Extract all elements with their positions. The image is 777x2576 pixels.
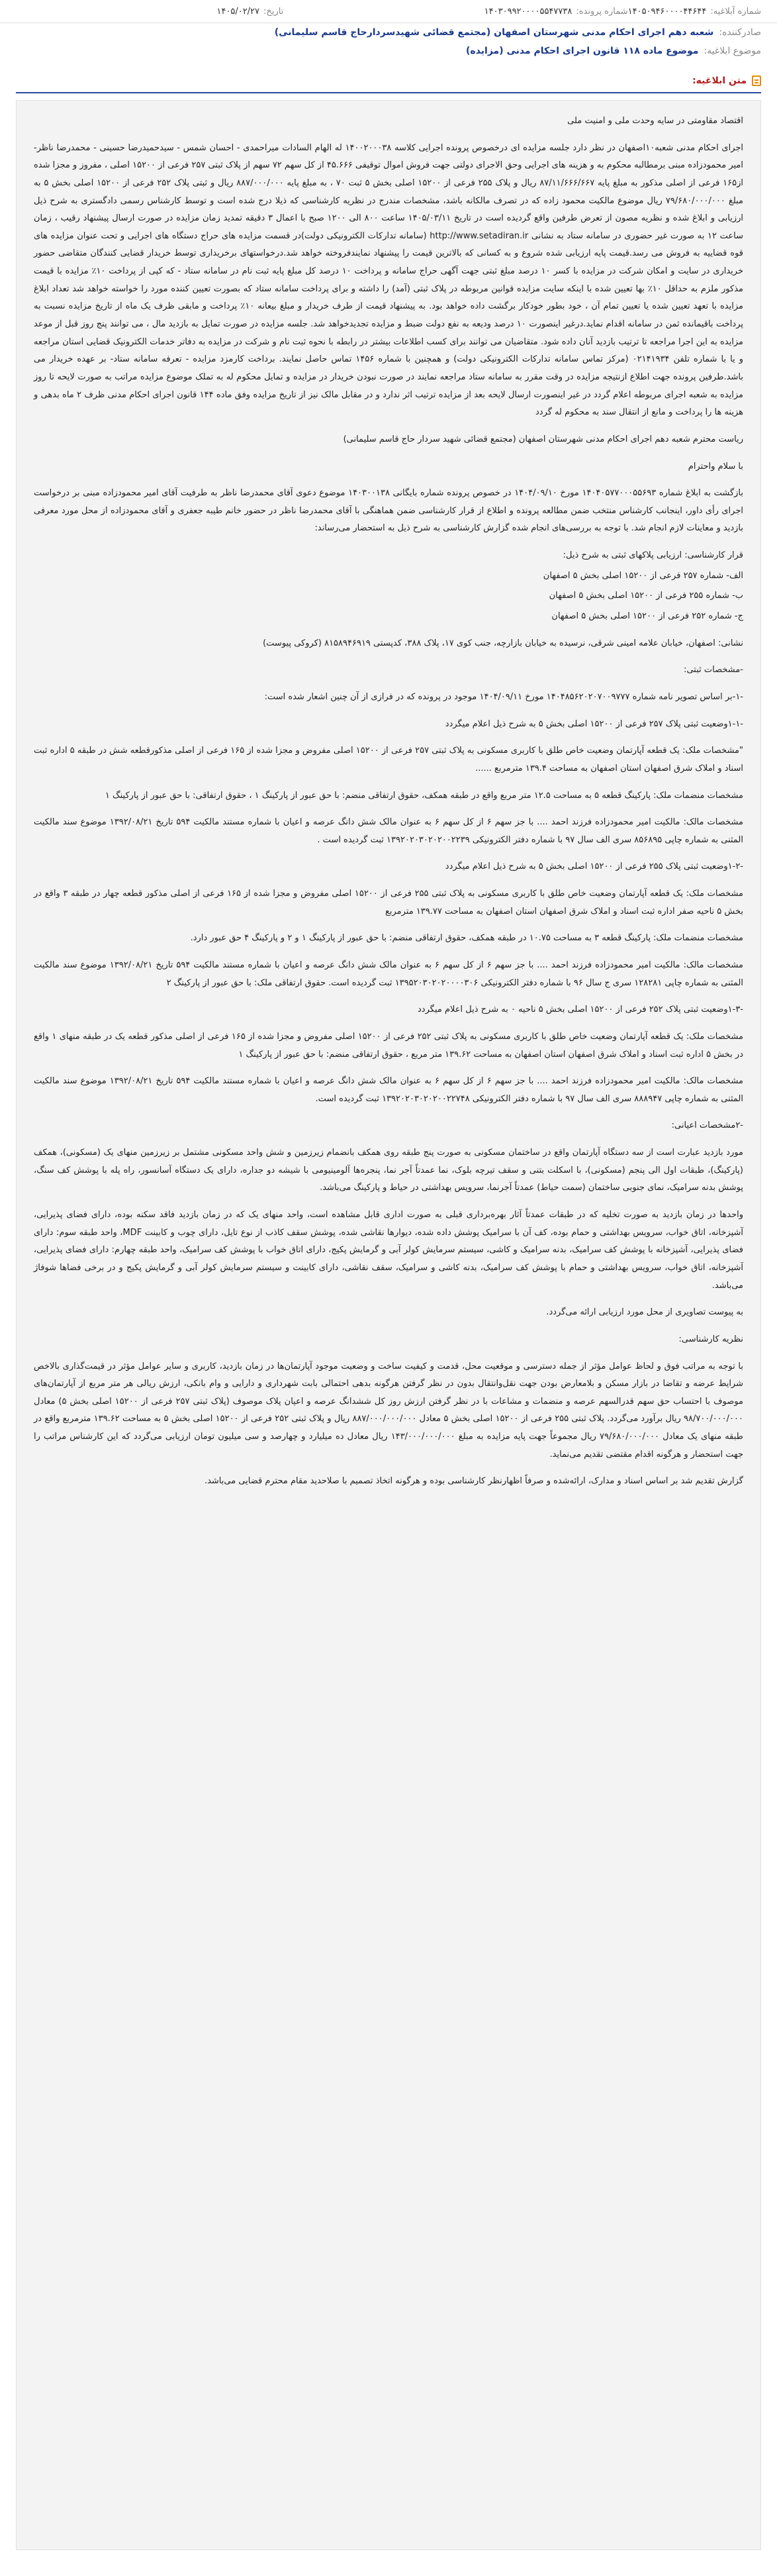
body-paragraph: نظریه کارشناسی: xyxy=(678,1334,743,1344)
body-paragraph: -۱-۱وضعیت ثبتی پلاک ۲۵۷ فرعی از ۱۵۲۰۰ اصلی بخش ۵ به شرح ذیل اعلام میگردد xyxy=(445,718,743,729)
body-paragraph: -مشخصات ثبتی: xyxy=(684,665,743,675)
body-paragraph: واحدها در زمان بازدید به صورت تخلیه که در طبقات عمدتاً آثار بهره‌برداری قبلی به صورت اداری قابل مشاهده است، واحد منهای یک که در زمان بازدید فاقد سکنه بوده، دارای فضای پذیرایی، آشپزخانه، اتاق خواب، سرویس بهداشتی و حمام بوده، کف آن با سرامیک پوشش داده شده، دیوارها نقاشی شده، پوشش سقف کاذب از نوع تایل، دارای چوب و کابینت MDF، واحد طبقه سوم: دارای فضای پذیرایی، آشپزخانه با پوشش کف سرامیک، بدنه سرامیک و کاشی، سیستم سرمایش کولر آبی و گرمایش پکیج، دارای اتاق خواب با پوشش کف سرامیک، واحد طبقه چهارم: دارای فضای پذیرایی، آشپزخانه، اتاق خواب، سرویس بهداشتی و حمام با پوشش کف سرامیک، بدنه کاشی و سرامیک، سقف نقاشی، دارای کابینت و سیستم سرمایش کولر آبی و گرمایش پکیج و در برخی فضاها شوفاژ می‌باشد. xyxy=(34,1210,744,1291)
body-paragraph: ریاست محترم شعبه دهم اجرای احکام مدنی شهرستان اصفهان (مجتمع قضائی شهید سردار حاج قاسم سلیمانی) xyxy=(343,434,743,444)
body-paragraph: مشخصات ملک: یک قطعه آپارتمان وضعیت خاص طلق با کاربری مسکونی به پلاک ثبتی ۲۵۲ فرعی از ۱۵۲۰۰ اصلی مفروض و مجزا شده از ۱۶۵ فرعی از اصلی مذکور قطعه یک در طبقه منهای ۱ واقع در بخش ۵ اداره ثبت اسناد و املاک شرق اصفهان استان اصفهان به مساحت ۱۳۹.۶۲ متر مربع ، حقوق ارتفاقی منضم: با حق عبور از پارکینگ ۱ xyxy=(34,1031,743,1060)
announcement-body xyxy=(16,100,761,2550)
body-paragraph: با سلام واحترام xyxy=(688,461,743,471)
case-number-label: شماره پرونده: xyxy=(576,6,628,17)
issuer-line xyxy=(0,23,777,42)
body-paragraph: نشانی: اصفهان، خیابان علامه امینی شرقی، نرسیده به خیابان بازارچه، جنب کوی ۱۷، پلاک ۳۸۸، کدپستی ۸۱۵۸۹۴۶۹۱۹ (کروکی پیوست) xyxy=(263,638,743,648)
body-paragraph: ب- شماره ۲۵۵ فرعی از ۱۵۲۰۰ اصلی بخش ۵ اصفهان xyxy=(549,591,743,601)
issuer-value: شعبه دهم اجرای احکام مدنی شهرستان اصفهان (مجتمع قضائی شهیدسردارحاج قاسم سلیمانی) xyxy=(274,27,714,38)
body-paragraph: با توجه به مراتب فوق و لحاظ عوامل مؤثر از جمله دسترسی و موقعیت محل، قدمت و کیفیت ساخت و وضعیت موجود آپارتمان‌ها در زمان بازدید، کاربری و سایر عوامل مؤثر در قیمت‌گذاری بالاخص شرایط عرضه و تقاضا در بازار مسکن و بلامعارض بودن جهت نقل‌وانتقال بدون در نظر گرفتن هرگونه بدهی احتمالی بابت شهرداری و دارایی و وام بانکی، ارزش ریالی هر متر مربع از آپارتمان‌های موصوف با احتساب حق سهم قدرالسهم عرصه و منضمات و مشاعات با در نظر گرفتن ارزش روز کل ششدانگ عرصه و اعیان پلاک موصوف (پلاک ثبتی ۲۵۷ فرعی از ۱۵۲۰۰ اصلی بخش ۵) معادل ۹۸/۷۰۰/۰۰۰/۰۰۰ ریال برآورد می‌گردد. پلاک ثبتی ۲۵۵ فرعی از ۱۵۲۰۰ اصلی بخش ۵ معادل ۸۸۷/۰۰۰/۰۰۰/۰۰۰ ریال و پلاک ثبتی ۲۵۲ فرعی از ۱۵۲۰۰ اصلی بخش ۵ به مساحت ۱۳۹.۶۲ مترمربع واقع در طبقه منهای یک معادل ۷۹/۶۸۰/۰۰۰/۰۰۰ ریال مجموعاً جهت پایه مزایده به مبلغ ۱۴۳/۰۰۰/۰۰۰/۰۰۰ ریال معادل ده میلیارد و چهارصد و سی میلیون تومان ارزیابی می‌گردد که این کارشناس مراتب را جهت استحضار و هرگونه اقدام مقتضی تقدیم می‌نماید. xyxy=(34,1361,744,1460)
body-paragraph: -۱-۲وضعیت ثبتی پلاک ۲۵۵ فرعی از ۱۵۲۰۰ اصلی بخش ۵ به شرح ذیل اعلام میگردد xyxy=(445,862,743,872)
subject-value: موضوع ماده ۱۱۸ قانون اجرای احکام مدنی (مزایده) xyxy=(466,46,699,56)
case-number xyxy=(484,7,628,17)
body-paragraph: قرار کارشناسی: ارزیابی پلاکهای ثبتی به شرح ذیل: xyxy=(563,550,743,561)
body-paragraph: اجرای احکام مدنی شعبه۱۰اصفهان در نظر دارد جلسه مزایده ای درخصوص پرونده اجرایی کلاسه ۱۴۰۰۲۰۰۰۳۸ له الهام السادات میراحمدی - احسان شمس - سیدحمیدرضا حسینی - محمدرضا ناظر- امیر محمودزاده مبنی برمطالبه محکوم به و هزینه های اجرایی وحق الاجرای دولتی جهت فروش اموال توقیفی ۴۵.۶۶۶ از کل سهم ۷۲ سهم از پلاک ثبتی ۲۵۷ فرعی از ۱۵۲۰۰ اصلی ، مفروز و مجزا شده از۱۶۵ فرعی از اصلی مذکور به مبلغ پایه ۸۷/۱۱/۶۶۶/۶۶۷ ریال و پلاک ۲۵۵ فرعی از ۱۵۲۰۰ اصلی بخش ۵ ثبت ۷۰ ، به مبلغ پایه ۸۸۷/۰۰۰/۰۰۰ ریال و ثبتی پلاک ۲۵۲ فرعی از ۱۵۲۰۰ اصلی بخش ۵ به مبلغ ۷۹/۶۸۰/۰۰۰/۰۰۰ ریال موضوع مالکیت محمود زاده که در تصرف مالکانه باشد، مشخصات مندرج در نظریه کارشناسی که ذیلا درج شده است و توسط کارشناس رسمی دادگستری به شرح ذیل ارزیابی و ابلاغ شده و نظریه مصون از تعرض طرفین واقع گردیده است در تاریخ ۱۴۰۵/۰۳/۱۱ ساعت ۸۰۰ الی ۱۲۰۰ صبح با اعمال ۳ دقیقه تمدید زمان مزایده در صورت ارسال پیشنهاد رقیب ، زمان ساعت ۱۲ به صورت غیر حضوری در سامانه ستاد به نشانی http://www.setadiran.ir (سامانه تدارکات الکترونیکی دولت)در قسمت مزایده های حراج دستگاه های اجرایی و تحت عنوان مزایده های قوه قضاییه به فروش می رسد.قیمت پایه ارزیابی شده شروع و به کسانی که بالاترین قیمت را پیشنهاد نمایندفروخته خواهد شد.درخواستهای برخریداری توسط خریدار قضایی کنندگان متقاضی حضور خریداری در سایت و امکان شرکت در مزایده با کسر ۱۰ درصد مبلغ ثبتی جهت آگهی حراج سامانه و پرداخت ۱۰ درصد کل مبلغ پایه ثبت نام در سامانه ستاد - که کپی از پرداخت ۱۰٪ مزایده با قیمت مذکور ملزم به حداقل ۱۰٪ بها تعیین شده با اینکه سایت مزایده قوانین مربوطه در پلاک ثبتی (آمد) را داشته و برای پرداخت سامانه ستاد که بصورت تعیین کننده مورد را خواسته خواهد شد تعداد ابلاغ مزایده با تعهد تعیین شده یا تعیین تمام آن ، خود بطور خودکار برگشت داده خواهد بود. به پیشنهاد قیمت از طرف خریدار و مبلغ بیعانه ۱۰٪ پرداخت و مابقی ظرف یک ماه از تاریخ مزایده نسبت به پرداخت باقیمانده ثمن در سامانه اقدام نماید.درغیر اینصورت ۱۰ درصد ودیعه به نفع دولت ضبط و مزایده تجدیدخواهد شد. جلسه مزایده در صورت تمایل به بازدید مال ، می توانند پنج روز قبل از موعد مزایده به این اجرا مراجعه تا ترتیب بازدید آنان داده شود. متقاضیان می توانند برای کسب اطلاعات بیشتر در رابطه با نحوه ثبت نام و شرکت در مزایده به دفاتر خدمات الکترونیک قضایی استان مراجعه و یا با شماره تلفن ۰۲۱۴۱۹۳۴ (مرکز تماس سامانه تدارکات الکترونیکی دولت) و همچنین با شماره ۱۴۵۶ تماس حاصل نمایند. برداخت کارمزد مزایده - تعرفه سامانه ستاد- بر عهده خریدار می باشد.طرفین پرونده جهت اطلاع ازنتیجه مزایده در وقت مقرر به سامانه ستاد مراجعه نمایند در صورت نبودن خریدار در مزایده و تمایل محکوم له به تملک موضوع مزایده مراتب به صورت لایحه تا روز مزایده به شعبه اجرای مربوطه اعلام گردد در غیر اینصورت ارسال لایحه بعد از مزایده ترتیب اثر ندارد و در مقابل مالک نیز از تاریخ مزایده وفق ماده ۱۴۴ قانون اجرای احکام مدنی ظرف ۲ ماه بدهی و هزینه ها را پرداخت و مانع از انتقال سند به محکوم له گردد xyxy=(34,142,744,418)
date-label: تاریخ: xyxy=(263,6,284,17)
document-icon xyxy=(752,75,761,86)
subject-line xyxy=(0,42,777,60)
body-paragraph: مورد بازدید عبارت است از سه دستگاه آپارتمان واقع در ساختمان مسکونی به صورت پنج طبقه روی همکف بانضمام زیرزمین و شش واحد مسکونی مشتمل بر زیرزمین منهای یک (مسکونی)، همکف (پارکینگ)، طبقات اول الی پنجم (مسکونی)، با اسکلت بتنی و سقف تیرچه بلوک، نما عمدتاً آجر نما، پنجره‌ها آلومینیومی با شیشه دو جداره، دارای یک دستگاه آسانسور، راه پله با پوشش کف سنگ، پوشش بدنه سرامیک، نمای جنوبی ساختمان (سمت حیاط) عمدتاً آجرنما، سرویس بهداشتی در حیاط و پارکینگ می‌باشد. xyxy=(34,1148,743,1193)
body-paragraph: اقتصاد مقاومتی در سایه وحدت ملی و امنیت ملی xyxy=(567,116,743,126)
body-paragraph: بازگشت به ابلاغ شماره ۱۴۰۴۰۵۷۷۰۰۰۵۵۶۹۳ مورخ ۱۴۰۴/۰۹/۱۰ در خصوص پرونده شماره بایگانی ۱۴۰۳۰۰۱۳۸ موضوع دعوی آقای محمدرضا ناظر به طرفیت آقای امیر محمودزاده مبنی بر درخواست اجرای رأی داور، اینجانب کارشناس منتخب ضمن مطالعه پرونده و اطلاع از قرار کارشناسی ضمن هماهنگی با آقای محمدرضا ناظر در حضور خانم طیبه جعفری و آقای محمودزاده از محل مورد معرفی بازدید و معاینات لازم انجام شد. با توجه به بررسی‌های انجام شده گزارش کارشناسی به شرح ذیل به استحضار می‌رساند: xyxy=(34,488,743,534)
body-paragraph: "مشخصات ملک: یک قطعه آپارتمان وضعیت خاص طلق با کاربری مسکونی به پلاک ثبتی ۲۵۷ فرعی از ۱۵۲۰۰ اصلی مفروض و مجزا شده از ۱۶۵ فرعی از اصلی مذکورقطعه شش در طبقه ۵ اداره ثبت اسناد و املاک شرق اصفهان استان اصفهان به مساحت ۱۳۹.۴ مترمربع ...... xyxy=(34,746,743,773)
issuer-label: صادرکننده: xyxy=(719,27,761,38)
date-value: ۱۴۰۵/۰۲/۲۷ xyxy=(216,6,260,17)
top-meta-bar xyxy=(0,0,777,23)
announcement-date xyxy=(216,7,283,17)
case-number-value: ۱۴۰۳۰۹۹۲۰۰۰۰۵۵۴۷۷۳۸ xyxy=(484,6,572,17)
body-paragraph: مشخصات منضمات ملک: پارکینگ قطعه ۳ به مساحت ۱۰.۷۵ در طبقه همکف، حقوق ارتفاقی منضم: با حق عبور از پارکینگ ۱ و ۲ و پارکینگ ۴ حق عبور دارد. xyxy=(190,933,743,944)
section-title: متن ابلاغیه: xyxy=(692,75,747,86)
body-paragraph: مشخصات ملک: یک قطعه آپارتمان وضعیت خاص طلق با کاربری مسکونی به پلاک ثبتی ۲۵۵ فرعی از ۱۵۲۰۰ اصلی مفروض و مجزا شده از ۱۶۵ فرعی از اصلی مذکور قطعه چهار در طبقه ۳ واقع در بخش ۵ ناحیه صفر اداره ثبت اسناد و املاک شرق اصفهان استان اصفهان به مساحت ۱۳۹.۷۷ مترمربع xyxy=(34,889,744,916)
body-paragraph: مشخصات مالک: مالکیت امیر محمودزاده فرزند احمد .... با جز سهم ۶ از کل سهم ۶ به عنوان مالک شش دانگ عرصه و اعیان با شماره مستند مالکیت ۵۹۴ تاریخ ۱۳۹۲/۰۸/۲۱ موضوع سند مالکیت المثنی به شماره چاپی ۸۵۶۸۹۵ سری الف سال ۹۷ با شماره دفتر الکترونیکی ۱۳۹۲۰۲۰۳۰۲۰۲۰۰۲۲۳۹ ثبت گردیده است . xyxy=(34,817,743,845)
announcement-number-value: ۱۴۰۵۰۹۴۶۰۰۰۰۴۴۶۴۴ xyxy=(627,6,707,17)
body-paragraph: مشخصات مالک: مالکیت امیر محمودزاده فرزند احمد .... با جز سهم ۶ از کل سهم ۶ به عنوان مالک شش دانگ عرصه و اعیان با شماره مستند مالکیت ۵۹۴ تاریخ ۱۳۹۲/۰۸/۲۱ موضوع سند مالکیت المثنی به شماره چاپی ۸۸۸۹۴۷ سری الف سال ۹۷ با شماره دفتر الکترونیکی ۱۳۹۲۰۲۰۳۰۲۰۲۰۰۲۲۷۴۸ ثبت گردیده است. xyxy=(34,1076,743,1104)
body-paragraph: به پیوست تصاویری از محل مورد ارزیابی ارائه می‌گردد. xyxy=(546,1307,743,1318)
body-paragraph: -۱-۳وضعیت ثبتی پلاک ۲۵۲ فرعی از ۱۵۲۰۰ اصلی بخش ۵ ناحیه ۰ به شرح ذیل اعلام میگردد xyxy=(418,1005,743,1015)
section-header xyxy=(16,70,761,93)
body-paragraph: الف- شماره ۲۵۷ فرعی از ۱۵۲۰۰ اصلی بخش ۵ اصفهان xyxy=(543,570,743,581)
body-paragraph: مشخصات مالک: مالکیت امیر محمودزاده فرزند احمد .... با جز سهم ۶ از کل سهم ۶ به عنوان مالک شش دانگ عرصه و اعیان با شماره مستند مالکیت ۵۹۴ تاریخ ۱۳۹۲/۰۸/۲۱ موضوع سند مالکیت المثنی به شماره چاپی ۱۲۸۲۸۱ سری ج سال ۹۶ با شماره دفتر الکترونیکی ۱۳۹۵۲۰۳۰۲۰۲۰۰۰۰۳۰۶ ثبت گردیده است. حقوق ارتفاقی ملک: با حق عبور از پارکینگ ۲ xyxy=(34,960,743,988)
body-paragraph: ج- شماره ۲۵۲ فرعی از ۱۵۲۰۰ اصلی بخش ۵ اصفهان xyxy=(551,611,743,622)
body-paragraph: گزارش تقدیم شد بر اساس اسناد و مدارک، ارائه‌شده و صرفاً اظهارنظر کارشناسی بوده و هرگونه اتخاذ تصمیم با صلاحدید مقام محترم قضایی می‌باشد. xyxy=(204,1476,743,1487)
subject-label: موضوع ابلاغیه: xyxy=(704,46,761,56)
announcement-number-label: شماره آبلاغیه: xyxy=(710,6,761,17)
body-paragraph: مشخصات منضمات ملک: پارکینگ قطعه ۵ به مساحت ۱۲.۵ متر مربع واقع در طبقه همکف، حقوق ارتفاقی منضم: با حق عبور از پارکینگ ۱ ، حقوق ارتفاقی: با حق عبور از پارکینگ ۱ xyxy=(105,790,743,801)
body-paragraph: -۲مشخصات اعیانی: xyxy=(671,1120,743,1131)
announcement-number xyxy=(628,7,761,17)
body-paragraph: -۱-بر اساس تصویر نامه شماره ۱۴۰۴۸۵۶۲۰۲۰۷۰۰۹۷۷۷ مورخ ۱۴۰۴/۰۹/۱۱ موجود در پرونده که در فرازی از آن چنین اشعار شده است: xyxy=(264,691,743,702)
